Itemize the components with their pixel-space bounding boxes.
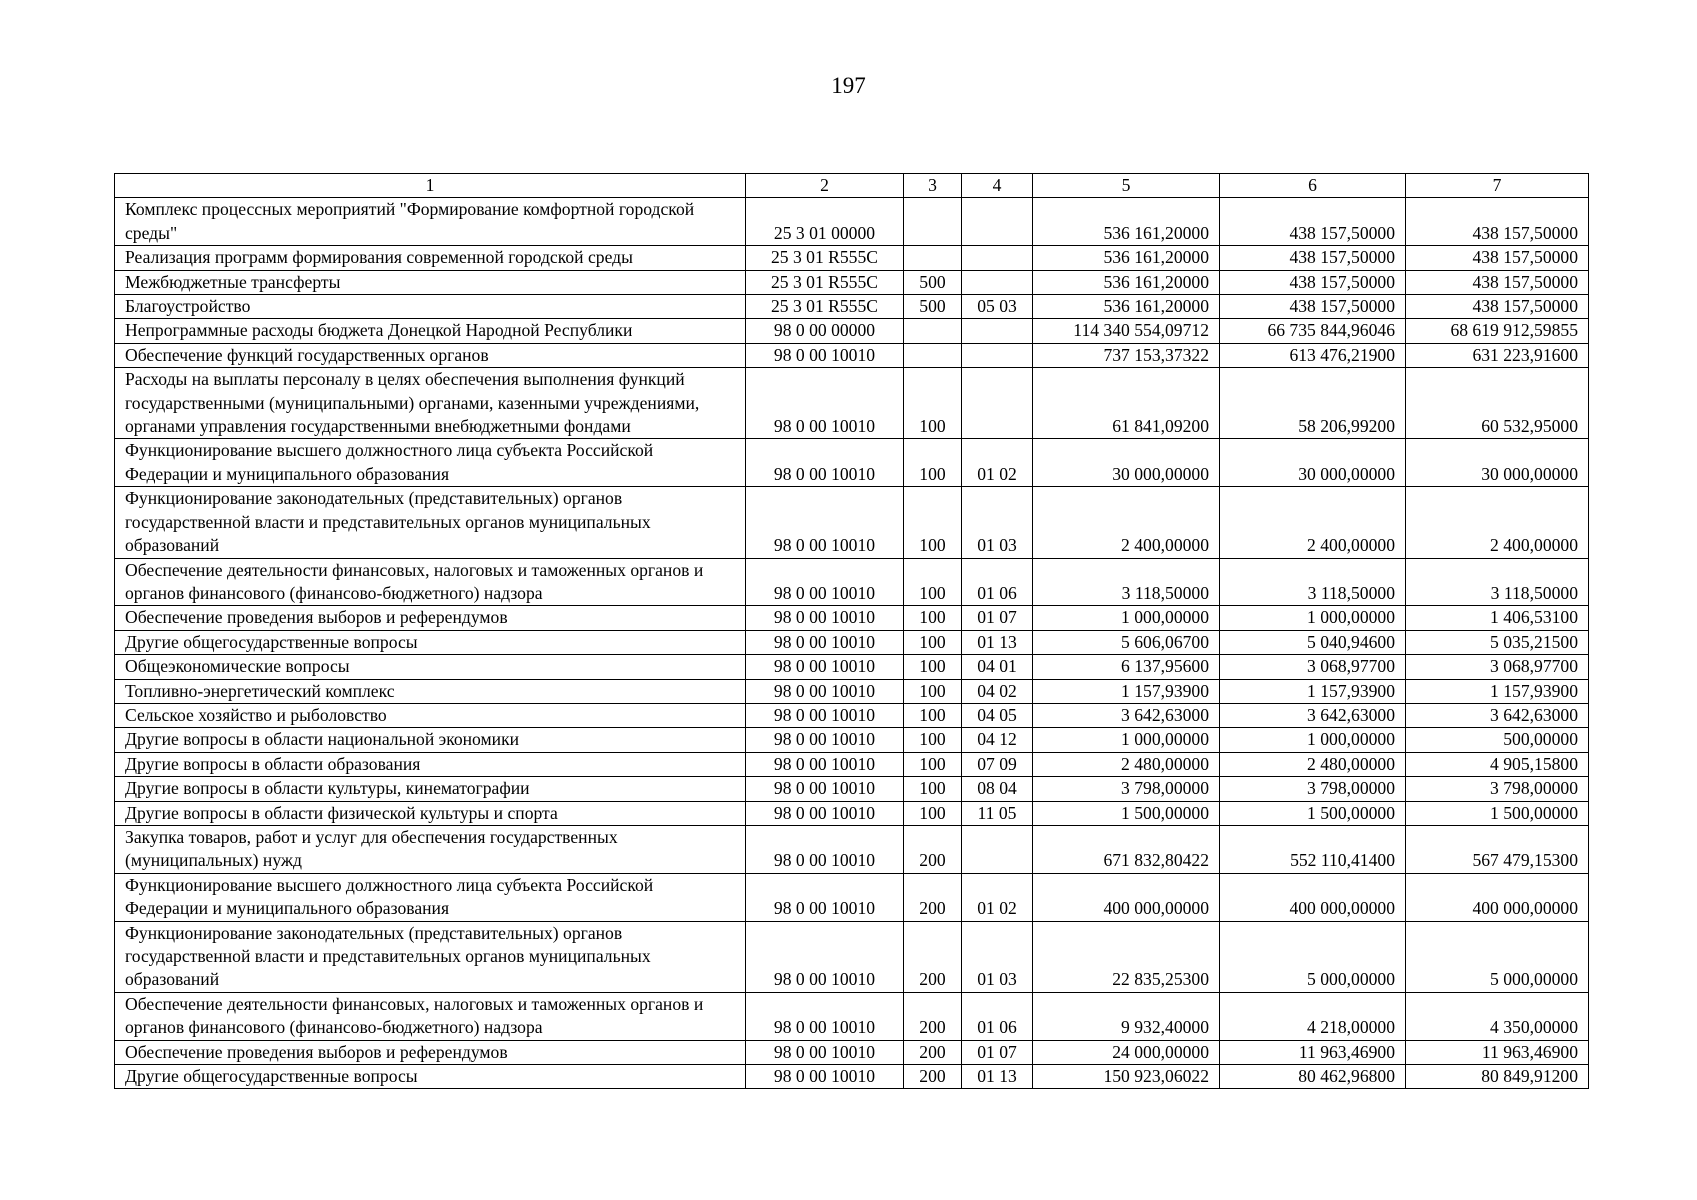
row-name-cell: Сельское хозяйство и рыболовство [115, 703, 746, 727]
amount-col6-cell: 1 500,00000 [1220, 801, 1406, 825]
amount-col5-cell: 2 480,00000 [1033, 752, 1220, 776]
amount-col6-cell: 3 642,63000 [1220, 703, 1406, 727]
amount-col7-cell: 30 000,00000 [1406, 439, 1589, 487]
amount-col7-cell: 3 068,97700 [1406, 655, 1589, 679]
amount-col7-cell: 400 000,00000 [1406, 873, 1589, 921]
amount-col5-cell: 1 500,00000 [1033, 801, 1220, 825]
target-article-cell: 98 0 00 10010 [746, 343, 904, 367]
amount-col6-cell: 4 218,00000 [1220, 992, 1406, 1040]
table-row [115, 606, 1589, 630]
target-article-cell: 98 0 00 10010 [746, 752, 904, 776]
expense-type-cell: 100 [904, 439, 962, 487]
amount-col5-cell: 536 161,20000 [1033, 270, 1220, 294]
column-header-1: 1 [115, 174, 746, 198]
section-cell: 04 05 [962, 703, 1033, 727]
expense-type-cell: 100 [904, 655, 962, 679]
row-name-cell: Функционирование законодательных (представительных) органов государственной власти и представительных органов муниципальных образований [115, 921, 746, 992]
row-name-cell: Функционирование высшего должностного лица субъекта Российской Федерации и муниципального образования [115, 439, 746, 487]
row-name-cell: Топливно-энергетический комплекс [115, 679, 746, 703]
section-cell: 01 07 [962, 606, 1033, 630]
amount-col5-cell: 61 841,09200 [1033, 368, 1220, 439]
expense-type-cell: 100 [904, 606, 962, 630]
amount-col7-cell: 4 905,15800 [1406, 752, 1589, 776]
section-cell: 01 02 [962, 873, 1033, 921]
amount-col7-cell: 567 479,15300 [1406, 825, 1589, 873]
amount-col6-cell: 3 068,97700 [1220, 655, 1406, 679]
expense-type-cell: 500 [904, 270, 962, 294]
section-cell [962, 270, 1033, 294]
target-article-cell: 98 0 00 10010 [746, 558, 904, 606]
section-cell [962, 368, 1033, 439]
amount-col7-cell: 2 400,00000 [1406, 487, 1589, 558]
expense-type-cell: 200 [904, 825, 962, 873]
amount-col5-cell: 3 798,00000 [1033, 777, 1220, 801]
amount-col7-cell: 11 963,46900 [1406, 1040, 1589, 1064]
amount-col6-cell: 2 400,00000 [1220, 487, 1406, 558]
amount-col7-cell: 80 849,91200 [1406, 1065, 1589, 1089]
table-row [115, 246, 1589, 270]
amount-col6-cell: 2 480,00000 [1220, 752, 1406, 776]
amount-col5-cell: 1 157,93900 [1033, 679, 1220, 703]
amount-col6-cell: 3 798,00000 [1220, 777, 1406, 801]
row-name-cell: Обеспечение деятельности финансовых, налоговых и таможенных органов и органов финансового (финансово-бюджетного) надзора [115, 558, 746, 606]
row-name-cell: Другие вопросы в области национальной экономики [115, 728, 746, 752]
target-article-cell: 98 0 00 10010 [746, 703, 904, 727]
table-row [115, 992, 1589, 1040]
section-cell: 01 06 [962, 992, 1033, 1040]
column-header-4: 4 [962, 174, 1033, 198]
section-cell: 11 05 [962, 801, 1033, 825]
amount-col7-cell: 1 406,53100 [1406, 606, 1589, 630]
target-article-cell: 98 0 00 10010 [746, 873, 904, 921]
amount-col5-cell: 6 137,95600 [1033, 655, 1220, 679]
target-article-cell: 98 0 00 10010 [746, 606, 904, 630]
amount-col6-cell: 1 000,00000 [1220, 728, 1406, 752]
table-row [115, 873, 1589, 921]
amount-col7-cell: 3 642,63000 [1406, 703, 1589, 727]
amount-col5-cell: 2 400,00000 [1033, 487, 1220, 558]
target-article-cell: 98 0 00 10010 [746, 1065, 904, 1089]
amount-col7-cell: 4 350,00000 [1406, 992, 1589, 1040]
row-name-cell: Обеспечение функций государственных органов [115, 343, 746, 367]
row-name-cell: Другие общегосударственные вопросы [115, 630, 746, 654]
budget-table [114, 173, 1589, 1089]
amount-col7-cell: 1 157,93900 [1406, 679, 1589, 703]
amount-col5-cell: 671 832,80422 [1033, 825, 1220, 873]
table-row [115, 558, 1589, 606]
expense-type-cell: 100 [904, 558, 962, 606]
amount-col5-cell: 22 835,25300 [1033, 921, 1220, 992]
row-name-cell: Межбюджетные трансферты [115, 270, 746, 294]
amount-col6-cell: 58 206,99200 [1220, 368, 1406, 439]
amount-col6-cell: 66 735 844,96046 [1220, 319, 1406, 343]
row-name-cell: Обеспечение проведения выборов и референдумов [115, 1040, 746, 1064]
table-row [115, 921, 1589, 992]
amount-col6-cell: 80 462,96800 [1220, 1065, 1406, 1089]
table-row [115, 1065, 1589, 1089]
section-cell [962, 343, 1033, 367]
section-cell: 01 06 [962, 558, 1033, 606]
amount-col5-cell: 536 161,20000 [1033, 295, 1220, 319]
amount-col5-cell: 24 000,00000 [1033, 1040, 1220, 1064]
target-article-cell: 25 3 01 R555C [746, 295, 904, 319]
amount-col6-cell: 438 157,50000 [1220, 270, 1406, 294]
expense-type-cell: 200 [904, 992, 962, 1040]
amount-col7-cell: 438 157,50000 [1406, 295, 1589, 319]
column-header-7: 7 [1406, 174, 1589, 198]
row-name-cell: Другие вопросы в области образования [115, 752, 746, 776]
amount-col7-cell: 60 532,95000 [1406, 368, 1589, 439]
target-article-cell: 25 3 01 R555C [746, 270, 904, 294]
section-cell: 01 07 [962, 1040, 1033, 1064]
amount-col7-cell: 438 157,50000 [1406, 198, 1589, 246]
target-article-cell: 98 0 00 10010 [746, 992, 904, 1040]
section-cell: 01 13 [962, 630, 1033, 654]
expense-type-cell: 100 [904, 368, 962, 439]
amount-col7-cell: 438 157,50000 [1406, 246, 1589, 270]
row-name-cell: Обеспечение проведения выборов и референдумов [115, 606, 746, 630]
table-row [115, 703, 1589, 727]
table-row [115, 439, 1589, 487]
target-article-cell: 98 0 00 00000 [746, 319, 904, 343]
page-number: 197 [831, 73, 866, 98]
target-article-cell: 98 0 00 10010 [746, 921, 904, 992]
row-name-cell: Функционирование законодательных (представительных) органов государственной власти и представительных органов муниципальных образований [115, 487, 746, 558]
target-article-cell: 98 0 00 10010 [746, 777, 904, 801]
expense-type-cell: 100 [904, 487, 962, 558]
table-row [115, 319, 1589, 343]
amount-col7-cell: 5 035,21500 [1406, 630, 1589, 654]
amount-col6-cell: 30 000,00000 [1220, 439, 1406, 487]
table-row [115, 198, 1589, 246]
target-article-cell: 98 0 00 10010 [746, 439, 904, 487]
amount-col6-cell: 1 157,93900 [1220, 679, 1406, 703]
amount-col7-cell: 3 118,50000 [1406, 558, 1589, 606]
expense-type-cell: 100 [904, 703, 962, 727]
amount-col5-cell: 737 153,37322 [1033, 343, 1220, 367]
expense-type-cell [904, 198, 962, 246]
amount-col5-cell: 536 161,20000 [1033, 246, 1220, 270]
expense-type-cell: 200 [904, 1065, 962, 1089]
table-row [115, 295, 1589, 319]
amount-col6-cell: 11 963,46900 [1220, 1040, 1406, 1064]
expense-type-cell: 100 [904, 777, 962, 801]
table-row [115, 1040, 1589, 1064]
target-article-cell: 25 3 01 R555C [746, 246, 904, 270]
section-cell: 04 01 [962, 655, 1033, 679]
row-name-cell: Закупка товаров, работ и услуг для обеспечения государственных (муниципальных) нужд [115, 825, 746, 873]
section-cell [962, 246, 1033, 270]
amount-col5-cell: 1 000,00000 [1033, 606, 1220, 630]
target-article-cell: 98 0 00 10010 [746, 825, 904, 873]
amount-col6-cell: 3 118,50000 [1220, 558, 1406, 606]
section-cell: 04 02 [962, 679, 1033, 703]
table-row [115, 343, 1589, 367]
expense-type-cell [904, 343, 962, 367]
row-name-cell: Благоустройство [115, 295, 746, 319]
table-row [115, 368, 1589, 439]
table-row [115, 801, 1589, 825]
expense-type-cell: 100 [904, 752, 962, 776]
amount-col5-cell: 3 642,63000 [1033, 703, 1220, 727]
column-header-2: 2 [746, 174, 904, 198]
column-header-6: 6 [1220, 174, 1406, 198]
target-article-cell: 98 0 00 10010 [746, 801, 904, 825]
row-name-cell: Другие вопросы в области культуры, кинематографии [115, 777, 746, 801]
section-cell: 01 02 [962, 439, 1033, 487]
amount-col5-cell: 3 118,50000 [1033, 558, 1220, 606]
amount-col6-cell: 400 000,00000 [1220, 873, 1406, 921]
expense-type-cell [904, 319, 962, 343]
target-article-cell: 98 0 00 10010 [746, 487, 904, 558]
amount-col6-cell: 552 110,41400 [1220, 825, 1406, 873]
target-article-cell: 98 0 00 10010 [746, 655, 904, 679]
column-header-5: 5 [1033, 174, 1220, 198]
amount-col7-cell: 631 223,91600 [1406, 343, 1589, 367]
section-cell: 07 09 [962, 752, 1033, 776]
table-row [115, 777, 1589, 801]
amount-col7-cell: 438 157,50000 [1406, 270, 1589, 294]
amount-col5-cell: 1 000,00000 [1033, 728, 1220, 752]
amount-col6-cell: 1 000,00000 [1220, 606, 1406, 630]
amount-col7-cell: 68 619 912,59855 [1406, 319, 1589, 343]
amount-col5-cell: 114 340 554,09712 [1033, 319, 1220, 343]
row-name-cell: Комплекс процессных мероприятий "Формирование комфортной городской среды" [115, 198, 746, 246]
amount-col5-cell: 536 161,20000 [1033, 198, 1220, 246]
row-name-cell: Обеспечение деятельности финансовых, налоговых и таможенных органов и органов финансового (финансово-бюджетного) надзора [115, 992, 746, 1040]
row-name-cell: Другие общегосударственные вопросы [115, 1065, 746, 1089]
amount-col6-cell: 438 157,50000 [1220, 295, 1406, 319]
amount-col5-cell: 150 923,06022 [1033, 1065, 1220, 1089]
amount-col6-cell: 5 040,94600 [1220, 630, 1406, 654]
amount-col7-cell: 1 500,00000 [1406, 801, 1589, 825]
row-name-cell: Расходы на выплаты персоналу в целях обеспечения выполнения функций государственными (муниципальными) органами, казенными учреждениями, органами управления государственными внебюджетными фондами [115, 368, 746, 439]
amount-col6-cell: 438 157,50000 [1220, 198, 1406, 246]
table-row [115, 630, 1589, 654]
section-cell [962, 319, 1033, 343]
section-cell: 01 03 [962, 487, 1033, 558]
table-row [115, 270, 1589, 294]
section-cell [962, 825, 1033, 873]
expense-type-cell: 100 [904, 630, 962, 654]
row-name-cell: Реализация программ формирования современной городской среды [115, 246, 746, 270]
target-article-cell: 98 0 00 10010 [746, 1040, 904, 1064]
expense-type-cell: 500 [904, 295, 962, 319]
target-article-cell: 98 0 00 10010 [746, 368, 904, 439]
target-article-cell: 25 3 01 00000 [746, 198, 904, 246]
expense-type-cell: 200 [904, 1040, 962, 1064]
target-article-cell: 98 0 00 10010 [746, 630, 904, 654]
amount-col5-cell: 5 606,06700 [1033, 630, 1220, 654]
expense-type-cell: 100 [904, 679, 962, 703]
section-cell [962, 198, 1033, 246]
table-row [115, 752, 1589, 776]
target-article-cell: 98 0 00 10010 [746, 679, 904, 703]
amount-col7-cell: 3 798,00000 [1406, 777, 1589, 801]
expense-type-cell: 200 [904, 921, 962, 992]
section-cell: 04 12 [962, 728, 1033, 752]
table-row [115, 487, 1589, 558]
row-name-cell: Другие вопросы в области физической культуры и спорта [115, 801, 746, 825]
amount-col7-cell: 500,00000 [1406, 728, 1589, 752]
table-row [115, 728, 1589, 752]
expense-type-cell: 200 [904, 873, 962, 921]
amount-col6-cell: 613 476,21900 [1220, 343, 1406, 367]
table-row [115, 655, 1589, 679]
amount-col5-cell: 9 932,40000 [1033, 992, 1220, 1040]
amount-col5-cell: 400 000,00000 [1033, 873, 1220, 921]
table-row [115, 679, 1589, 703]
amount-col6-cell: 5 000,00000 [1220, 921, 1406, 992]
amount-col5-cell: 30 000,00000 [1033, 439, 1220, 487]
section-cell: 01 03 [962, 921, 1033, 992]
amount-col6-cell: 438 157,50000 [1220, 246, 1406, 270]
header-row [115, 174, 1589, 198]
section-cell: 05 03 [962, 295, 1033, 319]
expense-type-cell [904, 246, 962, 270]
expense-type-cell: 100 [904, 728, 962, 752]
column-header-3: 3 [904, 174, 962, 198]
section-cell: 01 13 [962, 1065, 1033, 1089]
expense-type-cell: 100 [904, 801, 962, 825]
row-name-cell: Функционирование высшего должностного лица субъекта Российской Федерации и муниципального образования [115, 873, 746, 921]
amount-col7-cell: 5 000,00000 [1406, 921, 1589, 992]
table-row [115, 825, 1589, 873]
target-article-cell: 98 0 00 10010 [746, 728, 904, 752]
row-name-cell: Общеэкономические вопросы [115, 655, 746, 679]
section-cell: 08 04 [962, 777, 1033, 801]
row-name-cell: Непрограммные расходы бюджета Донецкой Народной Республики [115, 319, 746, 343]
